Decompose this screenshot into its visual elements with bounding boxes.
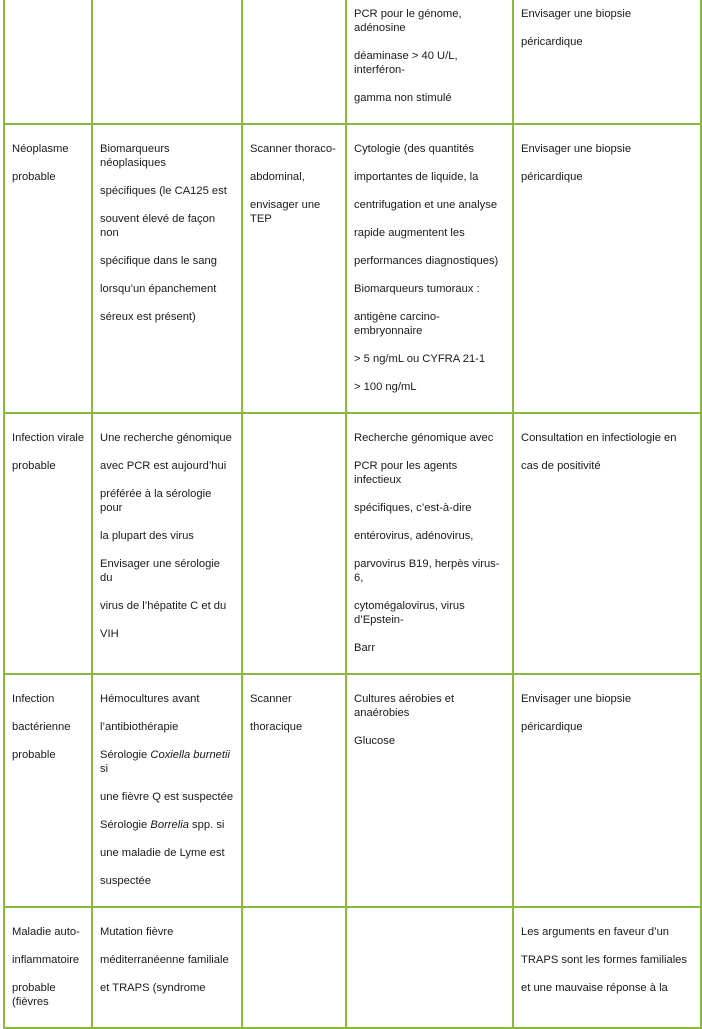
text-fragment: Sérologie xyxy=(100,749,151,761)
fluid-analysis-cell xyxy=(346,674,513,907)
text-line: rapide augmentent les xyxy=(354,227,465,239)
text-line: méditerranéenne familiale xyxy=(100,954,229,966)
imaging-cell xyxy=(242,907,346,1028)
text-line: Les arguments en faveur d’un xyxy=(521,926,670,938)
text-line: Envisager une biopsie xyxy=(521,8,632,20)
text-line: PCR pour le génome, adénosine xyxy=(354,8,462,34)
text-line: Recherche génomique avec xyxy=(354,432,494,444)
text-line: > 5 ng/mL ou CYFRA 21-1 xyxy=(354,353,486,365)
fluid-analysis-cell xyxy=(346,413,513,674)
text-line xyxy=(100,818,235,832)
text-line: et TRAPS (syndrome xyxy=(100,982,206,994)
text-line: spécifiques, c’est-à-dire xyxy=(354,502,472,514)
biology-cell xyxy=(92,124,242,413)
text-line: Scanner thoraco- xyxy=(250,143,336,155)
imaging-cell xyxy=(242,0,346,124)
action-cell xyxy=(513,124,701,413)
text-line: spécifiques (le CA125 est xyxy=(100,185,227,197)
text-line: déaminase > 40 U/L, interféron- xyxy=(354,50,458,76)
text-line: gamma non stimulé xyxy=(354,92,452,104)
fluid-analysis-cell xyxy=(346,907,513,1028)
text-line: Une recherche génomique xyxy=(100,432,232,444)
text-line: parvovirus B19, herpès virus-6, xyxy=(354,558,500,584)
text-line: Cytologie (des quantités xyxy=(354,143,475,155)
text-line: lorsqu’un épanchement xyxy=(100,283,217,295)
text-line: Mutation fièvre xyxy=(100,926,174,938)
text-line: péricardique xyxy=(521,36,583,48)
text-fragment: si xyxy=(100,763,109,775)
text-line: probable xyxy=(12,749,56,761)
text-line: virus de l’hépatite C et du xyxy=(100,600,227,612)
text-line: Cultures aérobies et anaérobies xyxy=(354,693,455,719)
text-line: antigène carcino-embryonnaire xyxy=(354,311,440,337)
action-cell xyxy=(513,413,701,674)
imaging-cell xyxy=(242,124,346,413)
text-line: abdominal, xyxy=(250,171,305,183)
fluid-analysis-cell xyxy=(346,0,513,124)
text-fragment: spp. si xyxy=(188,819,225,831)
text-line: inflammatoire xyxy=(12,954,80,966)
text-line: séreux est présent) xyxy=(100,311,196,323)
text-line: > 100 ng/mL xyxy=(354,381,417,393)
table-row xyxy=(4,674,701,907)
action-cell xyxy=(513,907,701,1028)
text-line: Biomarqueurs néoplasiques xyxy=(100,143,170,169)
text-line: une fièvre Q est suspectée xyxy=(100,791,234,803)
text-line: thoracique xyxy=(250,721,303,733)
condition-cell xyxy=(4,124,92,413)
condition-cell xyxy=(4,907,92,1028)
table-row xyxy=(4,124,701,413)
text-line: cas de positivité xyxy=(521,460,601,472)
biology-cell xyxy=(92,413,242,674)
text-line: Glucose xyxy=(354,735,396,747)
text-line: avec PCR est aujourd’hui xyxy=(100,460,227,472)
species-name: Coxiella burnetii xyxy=(150,749,230,761)
text-line: Maladie auto- xyxy=(12,926,80,938)
text-line: Infection virale xyxy=(12,432,85,444)
text-line: Hémocultures avant xyxy=(100,693,200,705)
text-line: centrifugation et une analyse xyxy=(354,199,498,211)
text-line: envisager une TEP xyxy=(250,199,321,225)
text-line: spécifique dans le sang xyxy=(100,255,217,267)
text-line: Infection xyxy=(12,693,55,705)
text-line: Néoplasme xyxy=(12,143,69,155)
text-line: probable xyxy=(12,460,56,472)
text-line: et une mauvaise réponse à la xyxy=(521,982,668,994)
action-cell xyxy=(513,674,701,907)
text-line: Biomarqueurs tumoraux : xyxy=(354,283,480,295)
text-line: souvent élevé de façon non xyxy=(100,213,216,239)
text-line: importantes de liquide, la xyxy=(354,171,479,183)
imaging-cell xyxy=(242,674,346,907)
text-line: l’antibiothérapie xyxy=(100,721,179,733)
text-line: Barr xyxy=(354,642,376,654)
text-fragment: Sérologie xyxy=(100,819,151,831)
text-line: la plupart des virus xyxy=(100,530,194,542)
table-row xyxy=(4,907,701,1028)
diagnostic-table xyxy=(3,0,702,1029)
text-line: Envisager une sérologie du xyxy=(100,558,221,584)
text-line: probable xyxy=(12,171,56,183)
action-cell xyxy=(513,0,701,124)
text-line: Envisager une biopsie xyxy=(521,693,632,705)
text-line: péricardique xyxy=(521,171,583,183)
text-line: entérovirus, adénovirus, xyxy=(354,530,474,542)
text-line xyxy=(100,748,235,776)
text-line: Consultation en infectiologie en xyxy=(521,432,677,444)
condition-cell xyxy=(4,413,92,674)
text-line: préférée à la sérologie pour xyxy=(100,488,212,514)
table-row xyxy=(4,0,701,124)
text-line: suspectée xyxy=(100,875,151,887)
text-line: Scanner xyxy=(250,693,292,705)
text-line: TRAPS sont les formes familiales xyxy=(521,954,687,966)
species-name: Borrelia xyxy=(150,819,189,831)
text-line: PCR pour les agents infectieux xyxy=(354,460,458,486)
fluid-analysis-cell xyxy=(346,124,513,413)
imaging-cell xyxy=(242,413,346,674)
condition-cell xyxy=(4,0,92,124)
biology-cell xyxy=(92,0,242,124)
text-line: probable (fièvres xyxy=(12,982,56,1008)
text-line: péricardique xyxy=(521,721,583,733)
text-line: bactérienne xyxy=(12,721,71,733)
table-row xyxy=(4,413,701,674)
biology-cell xyxy=(92,674,242,907)
biology-cell xyxy=(92,907,242,1028)
text-line: performances diagnostiques) xyxy=(354,255,499,267)
text-line: Envisager une biopsie xyxy=(521,143,632,155)
text-line: VIH xyxy=(100,628,119,640)
text-line: cytomégalovirus, virus d’Epstein- xyxy=(354,600,465,626)
text-line: une maladie de Lyme est xyxy=(100,847,225,859)
condition-cell xyxy=(4,674,92,907)
